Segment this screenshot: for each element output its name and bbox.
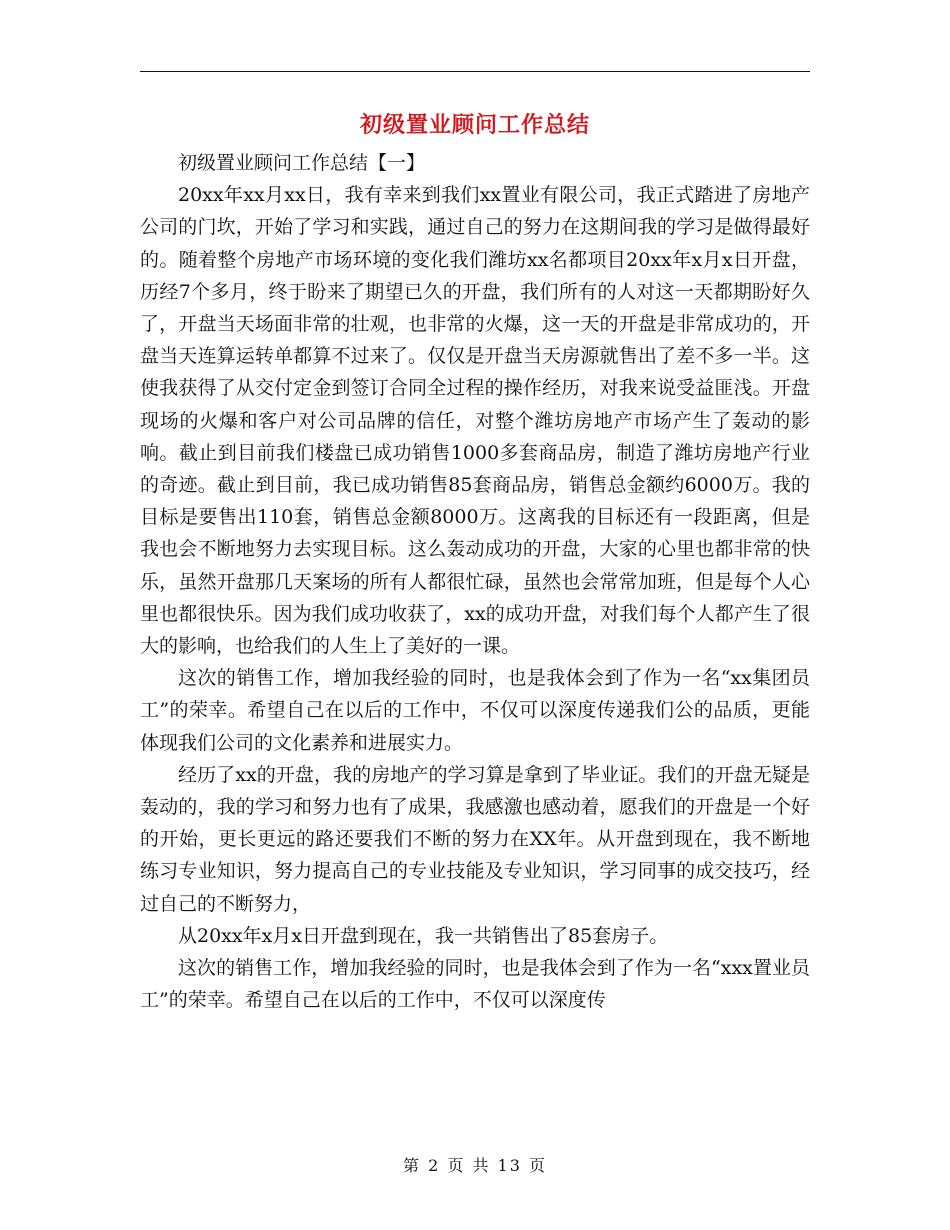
- paragraph: 从20xx年x月x日开盘到现在，我一共销售出了85套房子。: [178, 924, 669, 947]
- paragraph: 这次的销售工作，增加我经验的同时，也是我体会到了作为一名“xxx置业员工”的荣幸。希望自己在以后的工作中，不仅可以深度传: [140, 957, 810, 1012]
- header-rule: [140, 71, 810, 72]
- section-subtitle: 初级置业顾问工作总结【一】: [178, 152, 426, 174]
- document-body: [140, 147, 810, 1016]
- paragraph: 这次的销售工作，增加我经验的同时，也是我体会到了作为一名“xx集团员工”的荣幸。希望自己在以后的工作中，不仅可以深度传递我们公的品质，更能体现我们公司的文化素养和进展实力。: [140, 667, 810, 754]
- document-title: 初级置业顾问工作总结: [359, 112, 590, 138]
- paragraph: 经历了xx的开盘，我的房地产的学习算是拿到了毕业证。我们的开盘无疑是轰动的，我的学习和努力也有了成果，我感激也感动着，愿我们的开盘是一个好的开始，更长更远的路还要我们不断的努力在XX年。从开盘到现在，我不断地练习专业知识，努力提高自己的专业技能及专业知识，学习同事的成交技巧，经过自己的不断努力，: [140, 763, 810, 915]
- paragraph: 20xx年xx月xx日，我有幸来到我们xx置业有限公司，我正式踏进了房地产公司的门坎，开始了学习和实践，通过自己的努力在这期间我的学习是做得最好的。随着整个房地产市场环境的变化我们潍坊xx名都项目20xx年x月x日开盘，历经7个多月，终于盼来了期望已久的开盘，我们所有的人对这一天都期盼好久了，开盘当天场面非常的壮观，也非常的火爆，这一天的开盘是非常成功的，开盘当天连算运转单都算不过来了。仅仅是开盘当天房源就售出了差不多一半。这使我获得了从交付定金到签订合同全过程的操作经历，对我来说受益匪浅。开盘现场的火爆和客户对公司品牌的信任，对整个潍坊房地产市场产生了轰动的影响。截止到目前我们楼盘已成功销售1000多套商品房，制造了潍坊房地产行业的奇迹。截止到目前，我已成功销售85套商品房，销售总金额约6000万。我的目标是要售出110套，销售总金额8000万。这离我的目标还有一段距离，但是我也会不断地努力去实现目标。这么轰动成功的开盘，大家的心里也都非常的快乐，虽然开盘那几天案场的所有人都很忙碌，虽然也会常常加班，但是每个人心里也都很快乐。因为我们成功收获了，xx的成功开盘，对我们每个人都产生了很大的影响，也给我们的人生上了美好的一课。: [140, 184, 810, 658]
- page-number-footer: 第 2 页 共 13 页: [403, 1156, 547, 1175]
